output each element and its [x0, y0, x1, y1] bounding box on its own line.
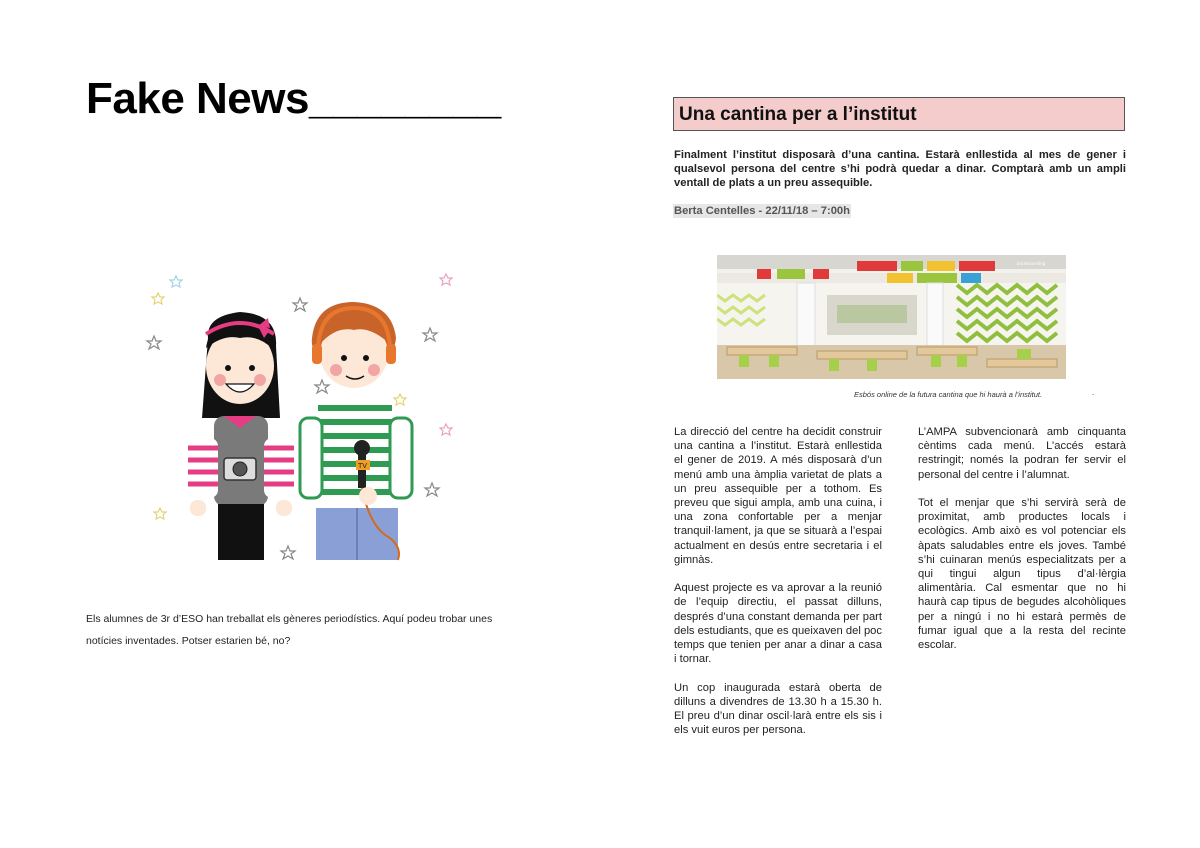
kid-reporters-illustration	[140, 268, 460, 563]
cafeteria-photo	[717, 255, 1066, 379]
photo-caption: Esbós online de la futura cantina que hi haurà a l’institut.	[854, 390, 1043, 399]
girl-figure	[188, 312, 294, 560]
article-paragraph: L’AMPA subvencionarà amb cinquanta cèntims cada menú. L’accés estarà restringit; només la podran fer servir el personal del centre i l’alumnat.	[918, 426, 1126, 481]
caption-mark: .	[1092, 388, 1095, 397]
article-column-right	[918, 425, 1126, 666]
article-byline: Berta Centelles - 22/11/18 – 7:00h	[674, 205, 850, 217]
photo-sign: brainbranding	[1017, 261, 1046, 266]
article-paragraph: Aquest projecte es va aprovar a la reunió de l’equip directiu, el passat dilluns, després d’una constant demanda per part dels estudiants, que es queixaven del poc temps que tenien per anar a dinar a casa i tornar.	[674, 582, 882, 666]
article-paragraph: Un cop inaugurada estarà oberta de dilluns a divendres de 13.30 h a 15.30 h. El preu d’un dinar oscil·larà entre els sis i els vuit euros per persona.	[674, 681, 882, 737]
boy-figure	[300, 302, 412, 560]
article-paragraph: La direcció del centre ha decidit construir una cantina a l’institut. Estarà enllestida el gener de 2019. A més disposarà d’un menú amb una àmplia varietat de plats a un preu assequible per a tothom. Es preveu que sigui ampla, amb una cuina, i una zona confortable per a menjar tranquil·lament, ja que se situarà a l’espai actualment en desús entre secretaria i el gimnàs.	[674, 426, 882, 566]
article-lead: Finalment l’institut disposarà d’una cantina. Estarà enllestida al mes de gener i qualsevol persona del centre s’hi podrà quedar a dinar. Comptarà amb un ampli ventall de plats a un preu assequible.	[674, 149, 1126, 189]
article-headline-box	[673, 97, 1125, 131]
tv-label: TV	[358, 462, 368, 470]
article-headline: Una cantina per a l’institut	[679, 104, 917, 125]
article-paragraph: Tot el menjar que s’hi servirà serà de proximitat, amb productes locals i ecològics. Amb això es vol potenciar els àpats saludables entre els joves. També s’hi cuinaran menús especialitzats per a qui tingui algun tipus d’al·lèrgia alimentària. Cal esmentar que no hi haurà cap tipus de begudes alcohòliques per a ningú i no hi estarà permès de fumar igual que a la resta del recinte escolar.	[918, 497, 1126, 652]
article-column-left	[674, 425, 882, 752]
page-title: Fake News________	[86, 74, 501, 123]
intro-text: Els alumnes de 3r d’ESO han treballat els gèneres periodístics. Aquí podeu trobar unes notícies inventades. Potser estarien bé, no?	[86, 613, 493, 647]
